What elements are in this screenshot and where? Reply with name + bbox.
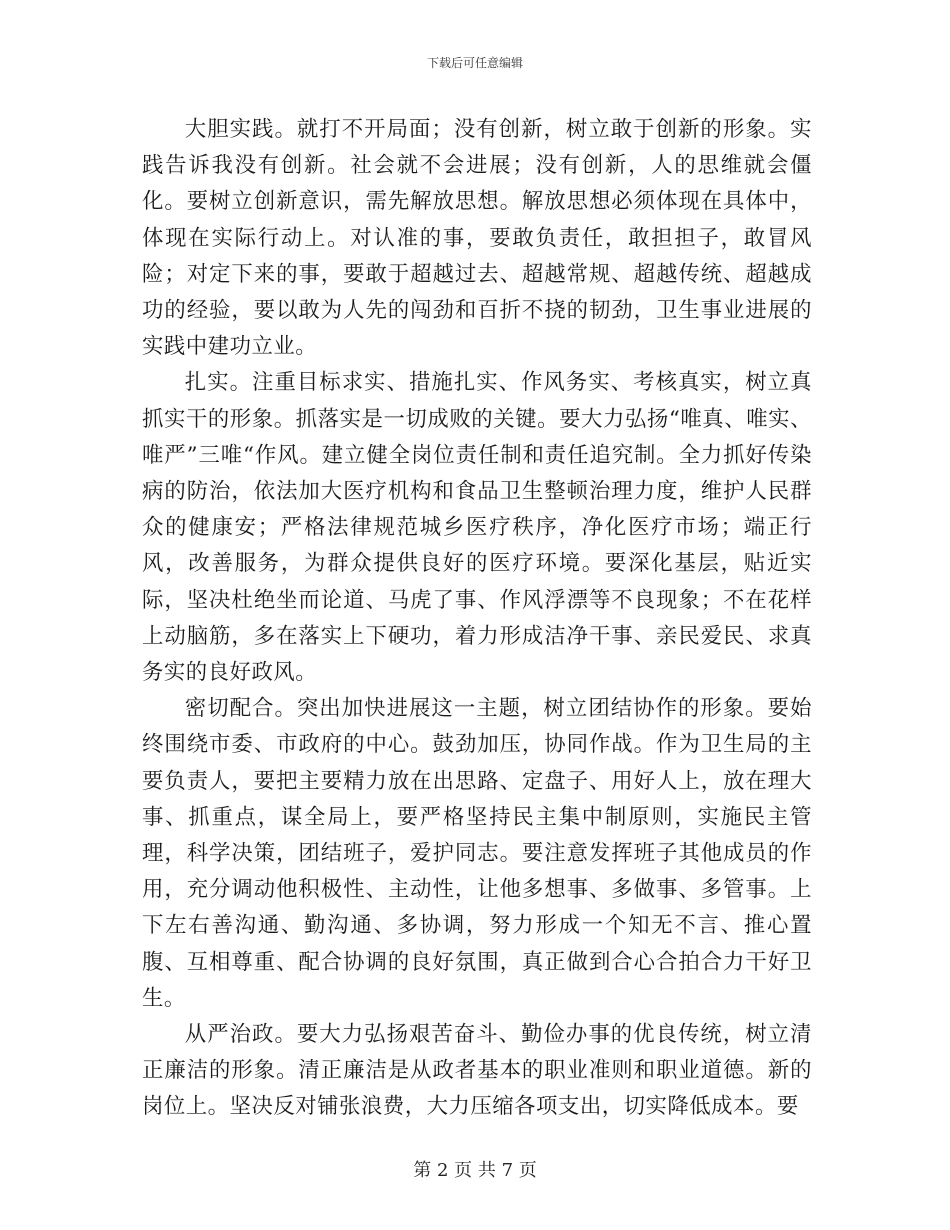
paragraph-integrity: 从严治政。要大力弘扬艰苦奋斗、勤俭办事的优良传统，树立清正廉洁的形象。清正廉洁是从政者基本的职业准则和职业道德。新的岗位上。坚决反对铺张浪费，大力压缩各项支出，切实降低成本。要 [142,1022,812,1120]
page-footer [0,1156,950,1182]
page-header [0,54,950,71]
paragraph-innovation: 大胆实践。就打不开局面；没有创新，树立敢于创新的形象。实践告诉我没有创新。社会就不会进展；没有创新，人的思维就会僵化。要树立创新意识，需先解放思想。解放思想必须体现在具体中，体现在实际行动上。对认准的事，要敢负责任，敢担担子，敢冒风险；对定下来的事，要敢于超越过去、超越常规、超越传统、超越成功的经验，要以敢为人先的闯劲和百折不挠的韧劲，卫生事业进展的实践中建功立业。 [142,117,812,360]
document-body [142,112,812,1126]
page-number: 第 2 页 共 7 页 [413,1160,537,1181]
paragraph-practical: 扎实。注重目标求实、措施扎实、作风务实、考核真实，树立真抓实干的形象。抓落实是一切成败的关键。要大力弘扬“唯真、唯实、唯严”三唯“作风。建立健全岗位责任制和责任追究制。全力抓好传染病的防治，依法加大医疗机构和食品卫生整顿治理力度，维护人民群众的健康安；严格法律规范城乡医疗秩序，净化医疗市场；端正行风，改善服务，为群众提供良好的医疗环境。要深化基层，贴近实际，坚决杜绝坐而论道、马虎了事、作风浮漂等不良现象；不在花样上动脑筋，多在落实上下硬功，着力形成洁净干事、亲民爱民、求真务实的良好政风。 [142,370,812,686]
paragraph-cooperation: 密切配合。突出加快进展这一主题，树立团结协作的形象。要始终围绕市委、市政府的中心。鼓劲加压，协同作战。作为卫生局的主要负责人，要把主要精力放在出思路、定盘子、用好人上，放在理大事、抓重点，谋全局上，要严格坚持民主集中制原则，实施民主管理，科学决策，团结班子，爱护同志。要注意发挥班子其他成员的作用，充分调动他积极性、主动性，让他多想事、多做事、多管事。上下左右善沟通、勤沟通、多协调，努力形成一个知无不言、推心置腹、互相尊重、配合协调的良好氛围，真正做到合心合拍合力干好卫生。 [142,696,812,1011]
header-note: 下载后可任意编辑 [426,56,523,70]
